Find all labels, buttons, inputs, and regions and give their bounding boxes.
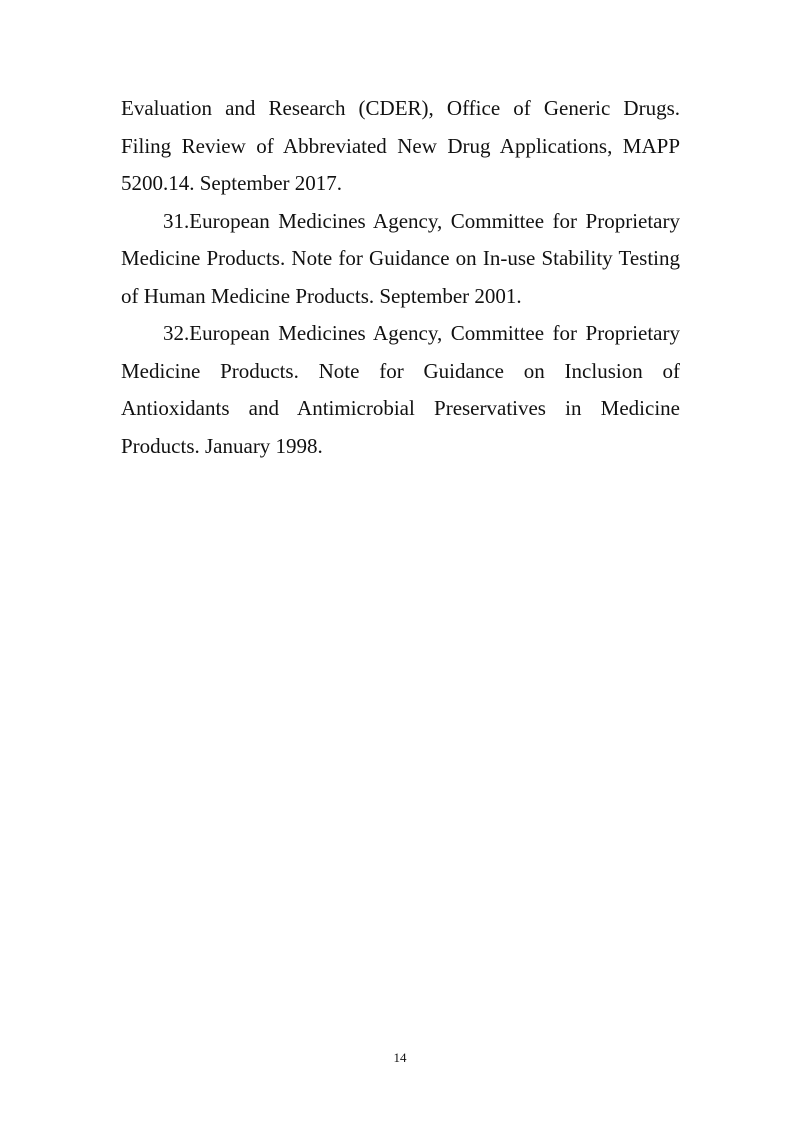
reference-item-32 bbox=[121, 315, 680, 465]
reference-continued: Evaluation and Research (CDER), Office of Generic Drugs. Filing Review of Abbreviated New Drug Applications, MAPP 5200.14. September 2017. bbox=[121, 96, 680, 195]
reference-item-31 bbox=[121, 203, 680, 316]
page-number: 14 bbox=[393, 1050, 407, 1065]
reference-text: European Medicines Agency, Committee for Proprietary Medicine Products. Note for Guidance on Inclusion of Antioxidants and Antimicrobial Preservatives in Medicine Products. January 1998. bbox=[121, 321, 680, 458]
reference-number: 31. bbox=[163, 208, 190, 233]
reference-number: 32. bbox=[163, 321, 190, 345]
reference-list bbox=[121, 90, 680, 465]
reference-text: European Medicines Agency, Committee for Proprietary Medicine Products. Note for Guidance on In-use Stability Testing of Human Medicine Products. September 2001. bbox=[121, 208, 680, 308]
